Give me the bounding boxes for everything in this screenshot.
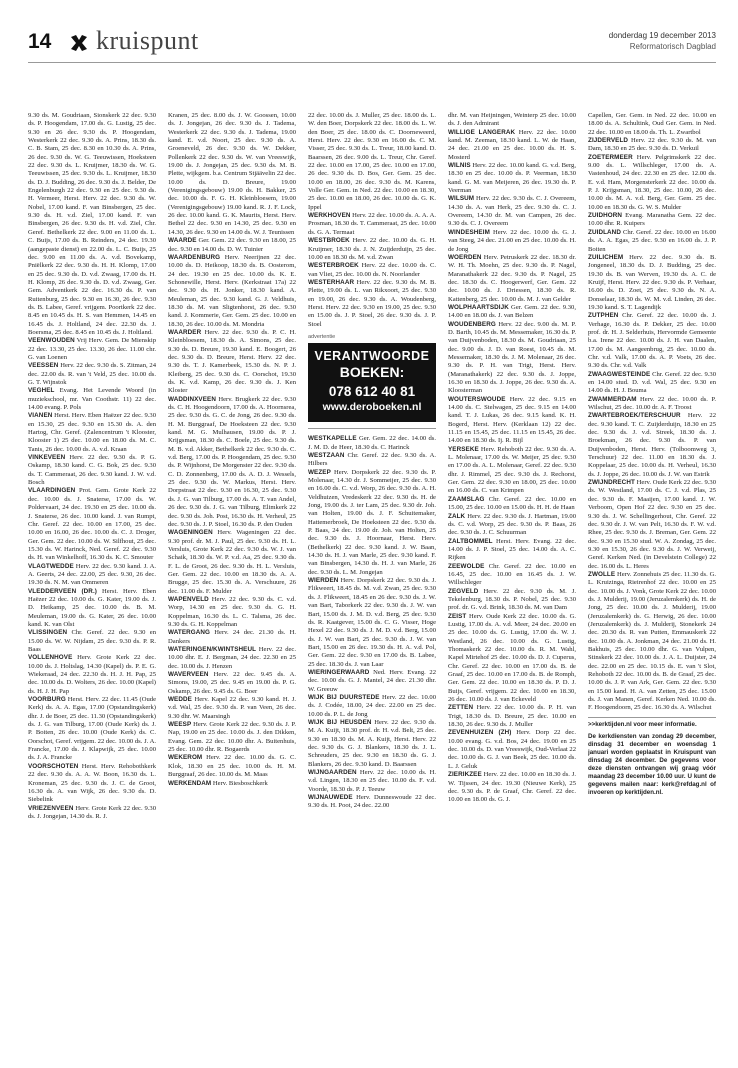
service-details: Chr. Geref. 22 dec. 10.00 en 16.00 ds. A. A. Egas, 25 dec. 9.30 en 16.00 ds. J. P. Boiten (588, 228, 716, 253)
service-entry (308, 435, 436, 452)
place-name: WERKENDAM (168, 779, 212, 787)
service-details: Herv. Brugkerk 22 dec. 9.30 ds. C. H. Hoogendoorn, 17.00 ds. A. Hoornsrea, 25 dec. 9.30 ds. G. C. de Jong, 26 dec. 9.30 ds. H. M. Burggraaf, De Hoeksteen 22 dec. 9.30 kand. M. G. Mulhausen, 19.00 ds. P. J. Krijgsman, 18.30 ds. C. Boele, 25 dec. 9.30 ds. M. B. v.d. Akker, Bethelkerk 22 dec. 9.30 ds. C. v.d. Berg, 17.00 ds. P. Hoogendam, 25 dec. 9.30 ds. P. Wijnhorst, De Morgenster 22 dec. 9.30 ds. C. D. Zonnenberg, 17.00 ds. A. D. J. Wessels, 25 dec. 9.30 ds. W. Markus, Herst. Herv. Dorpstraat 22 dec. 9.30 en 16.30, 25 dec. 9.30 ds. J. G. van Tilburg, 17.00 ds. A. T. van Andel, 26 dec. 9.30 ds. J. G. van Tilburg, Elimkerk 22 dec. 9.30 ds. Joh. Post, 16.30 ds. H. Verheul, 25 dec. 9.30 ds. J. P. Stoel, 16.30 ds. P. den Ouden (168, 395, 296, 528)
place-name: WOUTERSWOUDE (448, 395, 506, 403)
service-entry (588, 479, 716, 571)
service-entry (448, 195, 576, 228)
service-details: Herst. Herv. Rehobothkerk 22 dec. 9.30 ds. A. A. W. Boon, 16.30 ds. L. Kroneman, 25 dec. 9.30 ds. J. C. de Groot, 16.30 ds. A. van Wijk, 26 dec. 9.30 ds. D. Siebelink (28, 762, 156, 804)
service-details: Herst. Herv. 22 dec. 11.45 (Oude Kerk) ds. A. A. Egas, 17.00 (Opstandingskerk) dhr. J. de Boer, 25 dec. 11.30 (Opstandingskerk) ds. J. G. van Tilburg, 17.00 (Oude Kerk) ds. J. P. Boiten, 26 dec. 10.00 (Oude Kerk) ds. C. Oorschot, Geref. vrijgem. 22 dec. 10.00 ds. J. A. Francke, 17.00 ds. J. Klapwijk, 25 dec. 10.00 ds. J. A. Francke (28, 696, 156, 762)
service-entry (588, 312, 716, 370)
place-name: ZWAMMERDAM (588, 395, 637, 403)
service-details: Herv. 22 dec. 9.30 ds. P. C. H. Kleinbloesem, 18.30 ds. A. Simons, 25 dec. 9.30 ds. D. Breure, 19.30 kand. E. Boogert, 26 dec. 9.30 ds. D. Breure, Herst. Herv. 22 dec. 9.30 ds. T. J. Kamerbeek, 15.30 ds. N. P. J. Kleiberg, 25 dec. 9.30 ds. C. Oorschot, 19.30 ds. K. v.d. Kamp, 26 dec. 9.30 ds. J. Ken Kloster (168, 328, 296, 395)
service-entry (588, 137, 716, 154)
service-details: Herv. Dorpskerk 22 dec. 9.30 ds. J. Flikweert, 18.45 ds. M. v.d. Zwan, 25 dec. 9.30 ds. J. Flikweert, 18.45 en 26 dec. 9.30 ds. J. W. van Bart, Taborkerk 22 dec. 9.30 ds. J. W. van Bart, 15.00 ds. J. M. D. v.d. Berg, 25 dec. 9.30 ds. R. Kaatgever, 15.00 ds. C. G. Visser, Hoge Hexel 22 dec. 9.30 ds. J. M. D. v.d. Berg, 15.00 ds. J. W. van Bart, 25 dec. 9.30 ds. J. W. van Bart, 15.00 en 26 dec. 19.30 ds. H. A. v.d. Pol, Ger. Gem. 22 dec. 9.30 en 17.00 ds. B. Labee, 25 dec. 18.30 ds. J. van Laar (308, 577, 436, 668)
service-details: Herv. Grote Kerk 22 dec. 10.00 ds. J. Holtslag, 14.30 (Kapel) ds. P. E. G. Wiekeraad, 24 dec. 22.30 ds. H. J. H. Pap, 25 dec. 10.00 ds. D. Wolters, 26 dec. 10.00 (Kapel) ds. H. J. H. Pap (28, 654, 156, 695)
place-name: ZUIDLAND (588, 228, 621, 236)
service-entry (448, 588, 576, 613)
service-details: Herv. 22 dec. 9.00 ds. M. P. D. Barth, 10.45 ds. M. Messemaker, 16.30 ds. P. van Duijvenboden, 18.30 ds. M. Goudriaan, 25 dec. 9.00 ds. J. D. van Roest, 10.45 ds. M. Messemaker, 18.30 ds. J. M. Molenaar, 26 dec. 9.30 ds. P. H. van Trigt, Herst. Herv. (Maranathakerk) 22 dec. 9.30 ds. J. Joppe, 16.30 en 18.30 ds. J. Joppe, 26 dec. 9.30 ds. A. Kloosterman (448, 320, 576, 395)
service-entry (168, 721, 296, 754)
service-details: Herv. 22 dec. 10.00 ds. G. H. Kruijmer, 18.30 ds. J. N. Zuijderduijn, 25 dec. 10.00 en 18.30 ds. M. v.d. Zwan (308, 237, 436, 261)
service-entry (168, 396, 296, 530)
place-name: WINDESHEIM (448, 228, 490, 236)
ad-divider (308, 428, 436, 429)
place-name: WOERDEN (448, 253, 482, 261)
place-name: ZEGVELD (448, 587, 479, 595)
service-entry (168, 254, 296, 329)
service-details: Chr. Geref. 22 dec. 10.00 en 16.45, 25 dec. 10.00 en 16.45 ds. J. W. Willschleger (448, 562, 576, 587)
listing-column-3 (308, 112, 436, 1056)
issue-date: donderdag 19 december 2013 (608, 31, 716, 40)
service-details: Chr. Geref. 22 dec. 9.30 en 15.00 ds. W. W. Nijdam, 25 dec. 9.30 ds. P. R. Baas (28, 629, 156, 653)
place-name: WESTKAPELLE (308, 435, 357, 443)
place-name: WAARDENBURG (168, 253, 221, 261)
place-name: WOLPHAARTSDIJK (448, 303, 509, 311)
service-entry (448, 563, 576, 588)
service-details: Herst. Herv. Evang. 22 dec. 14.00 ds. J. P. Stoel, 25 dec. 14.00 ds. A. C. Rijken (448, 537, 576, 562)
service-entry (168, 529, 296, 596)
service-entry (28, 454, 156, 487)
ad-phone: 078 612 40 81 (328, 384, 416, 400)
service-details: Herv. 22 dec. 10.00 ds. H. v.d. Lingen, 18.30 en 25 dec. 10.00 ds. F. v.d. Voorde, 18.30 ds. P. J. Teeuw (308, 769, 436, 793)
place-name: WAPENVELD (168, 595, 209, 603)
service-details: Capellen, Ger. Gem. in Ned. 22 dec. 10.00 en 18.00 ds. A. Schultink, Oud Ger. Gem. in Ned. 22 dec. 10.00 en 18.00 ds. Th. L. Zwartbol (588, 112, 716, 136)
place-name: WILSUM (448, 195, 475, 203)
service-entry (588, 112, 716, 137)
service-details: Herv. Grote Kerk 22 dec. 9.30 ds. J. P. Nap, 19.00 en 25 dec. 10.00 ds. J. den Dikken, Evang. Gem. 22 dec. 10.00 dhr. A. Buitenhuis, 25 dec. 10.00 dhr. R. Bogaerds (168, 721, 296, 754)
service-entry (588, 571, 716, 713)
service-details: Herv. 22 dec. 9.30 ds. S. Zitman, 24 dec. 22.00 ds. R. van 't Veld, 25 dec. 10.00 ds. G. T. Wijnstok (28, 362, 156, 386)
service-details: Herv. Biesboschkerk (211, 779, 268, 787)
service-details: Herv. 22 dec. 10.00 dhr. E. J. Bergman, 24 dec. 22.30 en 25 dec. 10.00 ds. J. Henzen (168, 646, 296, 670)
place-name: VEENWOUDEN (28, 337, 75, 345)
service-details: Kranen, 25 dec. 8.00 ds. J. W. Goossen, 10.00 ds. J. Jongejan, 26 dec. 9.30 ds. J. Tadema, Westerkerk 22 dec. 9.30 ds. J. Tadema, 19.00 kand. E. v.d. Noort, 25 dec. 9.30 ds. A. Groeneveld, 26 dec. 9.30 ds. W. Dekker, Pollenkerk 22 dec. 9.30 ds. W. van Vreeswijk, 19.00 ds. J. Jongejan, 25 dec. 9.30 ds. M. B. Plette, wijkgem. b.a. Centrum Stjäävelin 22 dec. 10.00 ds. D. Breure, 19.00 (Verenigingsgebouw) 19.00 ds. H. Bakker, 25 dec. 10.00 ds. F. G. H. Kleinbloesem, 19.00 (Verenigingsgebouw) 19.00 kand. R. J. F. Lock, 26 dec. 10.00 kand. G. K. Maurits, Herst. Herv. Bethel 22 dec. 9.30 en 14.30, 25 dec. 9.30 en 14.30, 26 dec. 9.30 en 14.00 ds. W. J. Teunissen (168, 112, 296, 236)
service-entry (28, 337, 156, 362)
service-entry (28, 763, 156, 805)
service-entry (448, 771, 576, 804)
advertisement-label: advertentie (308, 333, 336, 340)
service-details: Chr. Geref. 22 dec. 9.30 ds. A. Hilbers (308, 451, 436, 468)
service-entry (28, 412, 156, 454)
service-details: Herst. Herv. Eben Haëzer 22 dec. 9.30 en 15.30, 25 dec. 9.30 en 15.30 ds. A. den Hartog, Chr. Geref. (Zalencentrum 't Klooster, Klooster 1) 25 dec. 10.00 en 18.00 ds. M. C. Tanis, 26 dec. 10.00 ds. A. v.d. Kraan (28, 412, 156, 453)
kerktijden-link[interactable]: >>kerktijden.nl voor meer informatie. (588, 717, 716, 729)
place-name: VOORBURG (28, 696, 66, 704)
service-details: 22 dec. 10.00 ds. J. Muller, 25 dec. 18.00 ds. L. W. den Boer, Dorpskerk 22 dec. 18.00 ds. L. W. den Boer, 25 dec. 18.00 ds. C. Doorneweerd, Herst. Herv. 22 dec. 9.30 en 16.00 ds. C. M. Visser, 25 dec. 9.30 ds. L. Treur, 18.00 kand. D. Baarssen, 26 dec. 9.00 ds. L. Treur, Chr. Geref. 22 dec. 10.00 en 17.00, 25 dec. 10.00 en 17.00, 26 dec. 9.30 ds. D. Bos, Ger. Gem. 25 dec. 10.00 en 18.00, 26 dec. 9.30 ds. M. Karens, Volle Ger. Gem. in Ned. 22 dec. 10.00 en 18.30, 25 dec. 10.00 en 18.00, 26 dec. 10.00 ds. G. K. Ippel (308, 112, 436, 211)
service-details: Herv. 22 dec. 9.30 ds. P. G. Oskamp, 18.30 kand. C. G. Bok, 25 dec. 9.30 ds. T. Cammeraat, 26 dec. 9.30 kand. J. W. v.d. Bosch (28, 454, 156, 487)
service-entry (28, 588, 156, 630)
service-details: Herv. 22 dec. 10.00 ds. J. Codée, 18.00, 24 dec. 22.00 en 25 dec. 10.00 ds. P. L. de Jong (308, 693, 436, 718)
service-entry (308, 577, 436, 669)
place-name: WAARDE (168, 237, 197, 245)
place-name: WOUDENBERG (448, 320, 496, 328)
place-name: WILLIGE LANGERAK (448, 128, 516, 136)
service-entry (308, 794, 436, 811)
place-name: ZALTBOMMEL (448, 537, 493, 545)
service-entry (28, 629, 156, 654)
service-details: Herv. 22 dec. 9.30 ds. J. Hartman, 19.00 ds. C. v.d. Worp, 25 dec. 9.30 ds. P. Baas, 26 dec. 9.30 ds. J. C. Schuurman (448, 512, 576, 537)
place-name: WATERINGEN/KWINTSHEUL (168, 646, 257, 653)
place-name: VIANEN (28, 412, 53, 420)
service-details: Chr. Geref. 22 dec. 10.00 ds. J. Verhage, 16.30 ds. P. Dekker, 25 dec. 10.00 prof. dr. H. J. Selderhuis, Hervormde Gemeente b.a. Irene 22 dec. 10.00 ds. J. H. van Daalen, 17.00 ds. M. Aangeenbrug, 25 dec. 10.00 ds. Chr. v.d. Valk, 17.00 ds. A. P. Voets, 26 dec. 9.30 ds. Chr. v.d. Valk (588, 312, 716, 370)
service-details: Herv. Pelgrimskerk 22 dec. 9.00 ds. L. Willschleger, 17.00 ds. A. Vastenhoud, 24 dec. 22.30 en 25 dec. 12.00 ds. E. v.d. Ham, Morgensterkerk 22 dec. 10.00 ds. P. J. Krijgsman, 18.30, 25 dec. 10.00, 26 dec. 10.00 ds. M. A. v.d. Berg, Ger. Gem. 25 dec. 10.00 en 18.30 ds. G. W. S. Mulder (588, 153, 716, 211)
service-entry (448, 396, 576, 446)
place-name: WEESP (168, 721, 192, 729)
service-entry (448, 304, 576, 321)
service-details: Ger. Gem. 22 dec. 9.30, 14.00 en 18.00 ds. J. van Belzen (448, 303, 576, 320)
service-details: Prot. Gem. Grote Kerk 22 dec. 10.00 ds. J. Snaterse, 17.00 ds. W. Poldervaart, 24 dec. 19.30 en 25 dec. 10.00 ds. J. Snaterse, 26 dec. 10.00 kand. J. van Rumpt, Chr. Geref. 22 dec. 10.00 en 17.00, 25 dec. 10.00 en 16.00, 26 dec. 10.00 ds. C. J. Droger, Ger. Gem. 22 dec. 10.00 ds. W. Silfhout, 25 dec. 15.30 ds. W. Harinck, Ned. Geref. 22 dec. 9.30 ds. H. van Winkelhoff, 16.30 ds. K. C. Smouter (28, 487, 156, 562)
service-details: Herv. 22 dec. 10.00 ds. G. C. Klok, 18.30 en 25 dec. 10.00 ds. H. M. Burggraaf, 26 dec. 10.00 ds. M. Maas (168, 754, 296, 779)
place-name: VLISSINGEN (28, 629, 68, 637)
service-entry (168, 696, 296, 721)
service-entry (168, 646, 296, 671)
place-name: WADDINXVEEN (168, 395, 216, 403)
service-details: Evang. Maranatha Gem. 22 dec. 10.00 dhr. R. Kuipers (588, 212, 716, 228)
place-name: VLAGTWEDDE (28, 562, 74, 570)
place-name: ZEEWOLDE (448, 562, 485, 570)
service-details: Evang. Het Levende Woord (in muziekschool, mr. Van Coothstr. 11) 22 dec. 14.00 evang. P. Pols (28, 387, 156, 412)
service-entry (588, 212, 716, 229)
listing-column-2 (168, 112, 296, 1056)
service-entry (448, 729, 576, 771)
service-details: Herv. 22 dec. 9.30 ds. C. J. Overeem, 14.30 ds. A. van Herk, 25 dec. 9.30 ds. C. J. Overeem, 14.30 dr. M. van Campen, 26 dec. 9.30 ds. C. J. Overeem (448, 195, 576, 228)
service-details: Herv. 22 dec. 10.00 ds. P. Wilschut, 25 dec. 10.00 dr. A. F. Troost (588, 395, 716, 412)
place-name: WIJNAUWEDE (308, 794, 353, 802)
service-entry (168, 671, 296, 696)
service-entry (308, 769, 436, 794)
service-details: Herv. Oude Kerk 22 dec. 9.30 ds. W. Westland, 17.00 ds. C. J. v.d. Plas, 25 dec. 9.30 ds. F. Maaijen, 17.00 kand. J. W. Verboom, Open Hof 22 dec. 9.30 en 25 dec. 9.30 ds. J. W. Schellingerhout, Chr. Geref. 22 dec. 9.30 dr. J. W. van Pelt, 16.30 ds. F. W. v.d. Rhee, 25 dec. 9.30 ds. J. Breman, Ger. Gem. 22 dec. 9.30 en 15.30 stud. W. A. Zondag, 25 dec. 9.30 en 15.30, 26 dec. 9.30 ds. J. W. Verweij, Geref. Kerken Ned. (in Develstein College) 22 dec. 16.00 ds. L. Heres (588, 479, 716, 570)
newspaper-name: Reformatorisch Dagblad (629, 42, 716, 51)
service-details: Ger. Gem. 22 dec. 9.30 en 18.00, 25 dec. 9.30 en 14.00 ds. D. W. Tuinier (168, 237, 296, 253)
column-3-entries-top (308, 112, 436, 329)
service-details: Herv. 22 dec. 9.30 ds. C. v.d. Worp, 14.30 en 25 dec. 9.30 ds. G. H. Koppelman, 16.30 ds. L. C. Talsma, 26 dec. 9.30 ds. G. H. Koppelman (168, 595, 296, 628)
place-name: WEDDE (168, 696, 192, 704)
service-details: Herv. Oude Kerk 22 dec. 10.00 ds. G. Lustig, 17.00 ds. A. v.d. Meer, 24 dec. 20.00 en 25 dec. 10.00 ds. G. Lustig, 17.00 ds. W. J. Westland, 26 dec. 10.00 ds. G. Lustig, Thomaskerk 22 dec. 10.00 ds. R. M. Wahl, Kapel Mirtehof 25 dec. 10.00 ds. D. J. Cuperus, Chr. Geref. 22 dec. 10.00 en 17.00 ds. B. de Graaf, 25 dec. 10.00 en 17.00 ds. B. de Romph, Ger. Gem. 22 dec. 10.00 en 18.30 ds. P. D. J. Buijs, Geref. vrijgem. 22 dec. 10.00 en 18.30, 26 dec. 10.00 ds. J. van Eckeveld (448, 612, 576, 704)
service-details: Herv. 22 dec. 10.00 kand. G. v.d. Berg, 18.30 en 25 dec. 10.00 ds. P. Veerman, 18.30 kand. G. M. van Meijeren, 26 dec. 19.30 ds. P. Veerman (448, 162, 576, 195)
place-name: WIERDEN (308, 577, 339, 585)
service-entry (448, 446, 576, 496)
section-title: kruispunt (96, 26, 199, 55)
place-name: WIJNGAARDEN (308, 769, 357, 777)
service-details: Herv. 22 dec. 9.30 ds. M. A. Kuijt, 18.30 prof. dr. H. v.d. Belt, 25 dec. 9.30 en 18.30 ds. M. A. Kuijt, Herst. Herv. 22 dec. 9.30 ds. G. J. Blankers, 18.30 ds. J. L. Schreuders, 25 dec. 9.30 en 18.30 ds. G. J. Blankers, 26 dec. 9.30 kand. D. Baarssen (308, 718, 436, 768)
header-divider (28, 62, 716, 63)
service-entry (308, 112, 436, 212)
place-name: WAGENINGEN (168, 529, 213, 537)
place-name: ZIERIKZEE (448, 771, 482, 779)
listing-column-1 (28, 112, 156, 1056)
place-name: ZWOLLE (588, 570, 616, 578)
service-entry (308, 694, 436, 719)
service-entry (308, 279, 436, 329)
place-name: VRIEZENVEEN (28, 804, 74, 812)
service-details: Herv. Wageningen 22 dec. 9.30 prof. dr. M. J. Paul, 25 dec. 9.30 ds. H. L. Versluis, Grote Kerk 22 dec. 9.30 ds. W. J. van Schaik, 18.30 ds. W. P. v.d. Aa, 25 dec. 9.30 ds. F. L. de Groot, 26 dec. 9.30 ds. H. L. Versluis, Ger. Gem. 22 dec. 10.00 en 18.30 ds. A. A. Brugge, 25 dec. 15.30 ds. A. Verschuure, 26 dec. 11.00 ds. F. Mulder (168, 529, 296, 595)
service-entry (308, 212, 436, 237)
listing-column-5 (588, 112, 716, 1056)
place-name: ZUTPHEN (588, 312, 619, 320)
service-entry (28, 805, 156, 822)
place-name: ZOETERMEER (588, 153, 633, 161)
place-name: WESTBROEK (308, 237, 350, 245)
ad-headline-2: BOEKEN: (339, 364, 405, 381)
place-name: WAARDER (168, 328, 202, 336)
service-entry (588, 254, 716, 312)
service-details: Herv. 24 dec. 21.30 ds. H. Dankers (168, 629, 296, 645)
place-name: ZWARTEBROEK/TERSCHUUR (588, 412, 681, 420)
kruispunt-cross-icon (68, 32, 90, 54)
service-details: Herv. Petruskerk 22 dec. 18.30 dr. W. H. Th. Moehn, 25 dec. 9.30 ds. P. Nagel, Maranathakerk 22 dec. 9.30 ds. P. Nagel, 25 dec. 18.30 ds. C. Hoogerwerf, Ger. Gem. 22 dec. 10.00 ds. J. Driessen, 18.30 ds. R. Kattenberg, 25 dec. 10.00 ds. M. J. van Gelder (448, 253, 576, 303)
service-entry (168, 112, 296, 237)
service-details: Herv. 22 dec. 10.00 en 18.30 ds. J. W. Tijssen, 24 dec. 19.30 (Nieuwe Kerk), 25 dec. 9.30 ds. P. de Graaf, Chr. Geref. 22 dec. 10.00 en 18.00 ds. G. J. (448, 771, 576, 804)
service-entry (448, 254, 576, 304)
place-name: WIJK BIJ DUURSTEDE (308, 693, 380, 701)
place-name: VOLLENHOVE (28, 654, 73, 662)
service-entry (28, 487, 156, 562)
service-details: Herv. Rehoboth 22 dec. 9.30 ds. A. L. Molenaar, 17.00 ds. W. Meijer, 25 dec. 9.30 en 17.00 ds. A. L. Molenaar, Geref. 22 dec. 9.30 dhr. J. Rimmel, 25 dec. 9.30 ds. J. Rechorst, Ger. Gem. 22 dec. 9.30 en 18.00, 25 dec. 10.00 en 16.00 ds. C. van Krimpen (448, 445, 576, 495)
place-name: VINKEVEEN (28, 454, 66, 462)
page-number: 14 (28, 30, 52, 53)
service-details: Herv. Dorp 22 dec. 10.00 evang. G. v.d. Bos, 24 dec. 19.00 en 25 dec. 10.00 ds. D. van Vreeswijk, Oud-Verlaat 22 dec. 10.00 ds. G. J. van Beek, 25 dec. 10.00 ds. L. J. Geluk (448, 729, 576, 770)
column-3-entries-bottom (308, 435, 436, 810)
service-entry (308, 452, 436, 469)
place-name: WERKHOVEN (308, 212, 351, 220)
place-name: VLEDDERVEEN (DR.) (28, 587, 97, 595)
service-entry (448, 229, 576, 254)
service-entry (308, 469, 436, 577)
service-entry (308, 237, 436, 262)
service-details: Ger. Gem. 22 dec. 14.00 ds. J. M. D. de Heer, 18.30 ds. C. Harinck (308, 435, 436, 451)
service-details: Herv. 22 dec. 9.30 kand. J. A. A. Geerts, 24 dec. 22.00, 25 dec. 9.30, 26 dec. 19.30 ds. N. M. van Ommeren (28, 562, 156, 587)
service-entry (308, 719, 436, 769)
service-details: Herv. Dorpskerk 22 dec. 9.30 ds. P. Molenaar, 14.30 dr. J. Sommeijer, 25 dec. 9.30 en 16.00 ds. C. v.d. Worp, 26 dec. 9.30 ds. A. H. Veldhuizen, Vredeskerk 22 dec. 9.30 ds. H. de Jong, 19.00 ds. J. ter Lam, 25 dec. 9.30 dr. Joh. van Holten, 19.00 ds. J. F. Schuitemaker, Hattemerbroek, De Hoeksteen 22 dec. 9.30 ds. P. Baas, 24 dec. 19.00 dr. Joh. van Holten, 25 dec. 9.30 ds. J. Hoornaar, Herst. Herv. (Bethelkerk) 22 dec. 9.30 kand. J. W. Baan, 14.30 ds. H. J. van Marle, 25 dec. 9.30 kand. F. van Binsbergen, 14.30 ds. H. J. van Marle, 26 dec. 9.30 ds. L. M. Jongejan (308, 468, 436, 576)
place-name: WIERINGERWAARD (308, 668, 370, 676)
service-details: Herv. 22 dec. 10.00 ds. C. van Vliet, 25 dec. 10.00 ds. N. Noorlander (308, 262, 436, 278)
service-details: Herv. 22 dec. 9.30 ds. M. B. Plette, 19.00 ds. L. van Rikxoort, 25 dec. 9.30 en 19.00, 26 dec. 9.30 ds. A. Woudenberg, Herst. Herv. 22 dec. 9.30 en 19.00, 25 dec. 9.30 en 15.00 ds. J. P. Stoel, 26 dec. 9.30 ds. J. P. Stoel (308, 278, 436, 328)
service-details: Herv. Dunneswoude 22 dec. 9.30 ds. H. Poot, 24 dec. 22.00 (308, 794, 436, 810)
place-name: WAVERVEEN (168, 671, 209, 679)
service-entry (168, 780, 296, 788)
service-entry (308, 262, 436, 279)
holiday-notice: De kerkdiensten van zondag 29 december, dinsdag 31 december en woensdag 1 januari worden geplaatst in Kruispunt van dinsdag 24 december. De gegevens voor deze diensten ontvangen wij graag vóór maandag 23 december 10.00 uur. U kunt de gegevens mailen naar: kerk@refdag.nl of invoeren op kerktijden.nl. (588, 732, 716, 796)
service-entry (448, 613, 576, 705)
service-details: Herv. Kapel 22 dec. 9.30 kand. H. J. v.d. Wal, 25 dec. 9.30 ds. P. van Veen, 26 dec. 9.30 dhr. W. Maarsingh (168, 696, 296, 720)
place-name: WATERGANG (168, 629, 211, 637)
service-entry (168, 596, 296, 629)
service-entry (448, 538, 576, 563)
service-entry (168, 237, 296, 254)
service-entry (308, 669, 436, 694)
place-name: WILNIS (448, 162, 471, 170)
service-entry (28, 112, 156, 337)
place-name: VLAARDINGEN (28, 487, 76, 495)
place-name: ZALK (448, 512, 466, 520)
place-name: ZEIST (448, 612, 467, 620)
page-header (28, 26, 716, 60)
ad-url[interactable]: www.deroboeken.nl (322, 401, 422, 414)
service-details: Herv. Neerijnen 22 dec. 10.00 ds. D. Heikoop, 18.30 ds. B. Oosterom, 24 dec. 19.30 en 25 dec. 10.00 ds. K. E. Schonewille, Herst. Herv. (Kerkstraat 17a) 22 dec. 9.30 ds. H. Jonker, 18.30 kand. A. Meuleman, 25 dec. 9.30 kand. G. J. Veldhuis, 18.30 ds. M. van Sligtenhorst, 26 dec. 9.30 kand. J. Kommerie, Ger. Gem. 25 dec. 10.00 en 18.30, 26 dec. 10.00 ds. M. Mondria (168, 253, 296, 328)
service-entry (448, 321, 576, 396)
place-name: ZIJDERVELD (588, 137, 629, 145)
place-name: WEZEP (308, 468, 331, 476)
service-entry (448, 162, 576, 195)
service-details: dhr. M. van Heijningen, Weinterp 25 dec. 10.00 ds. J. den Admirant (448, 112, 576, 128)
service-details: Herv. Zonnehuis 25 dec. 11.30 ds. G. L. Kruizinga, Rieirenhof 22 dec. 10.00 en 25 dec. 10.00 ds. J. Vonk, Grote Kerk 22 dec. 10.00 ds. J. Mulderij, 19.00 (Jeruzalemkerk) ds. H. de Jong, 25 dec. 10.00 ds. J. Mulderij, 19.00 (Jeruzalemkerk) ds. G. Herwig, 26 dec. 10.00 (Jeruzalemkerk) ds. J. Mulderij, Stonekerk 24 dec. 20.30 ds. R. van Putten, Emmauskerk 22 dec. 10.00 ds. A. Jonkman, 24 dec. 21.00 ds. H. Bakhuis, 25 dec. 10.00 dhr. G. van Vulpen, Stinskerk 22 dec. 10.00 ds. J. A. L. Duijster, 24 dec. 22.00 en 25 dec. 10.15 ds. E. van 't Slot, Rehoboth 22 dec. 10.00 ds. B. de Graaf, 25 dec. 10.00 ds. J. P. van Ark, Ger. Gem. 22 dec. 9.30 en 15.00 kand. H. A. van Zetten, 25 dec. 15.00 ds. J. van Manen, Geref. Kerken Ned. 10.00 ds. F. Hoogendoorn, 25 dec. 16.30 ds. A. Wilschut (588, 570, 716, 712)
service-entry (28, 696, 156, 763)
place-name: WEKEROM (168, 754, 203, 762)
advertisement-box[interactable] (308, 343, 436, 422)
church-services-listing (28, 112, 718, 1056)
service-details: Ned. Herv. Evang. 22 dec. 10.00 ds. G. J. Mantel, 24 dec. 21.30 dhr. W. Greeuw (308, 668, 436, 693)
service-entry (448, 129, 576, 162)
place-name: ZUILICHEM (588, 253, 624, 261)
place-name: WESTERHAAR (308, 278, 355, 286)
service-entry (588, 412, 716, 479)
service-details: Herv. Grote Kerk 22 dec. 9.30 ds. J. Jongejan, 14.30 ds. R. J. (28, 804, 156, 820)
service-entry (168, 754, 296, 779)
ad-headline-1: VERANTWOORDE (314, 349, 430, 364)
place-name: ZETTEN (448, 704, 474, 712)
service-details: Herv. 22 dec. 10.00 ds. A. A. A. Prosman, 18.30 ds. T. Cammeraat, 25 dec. 10.00 ds. G. A. Termaat (308, 212, 436, 236)
service-details: Herv. 22 dec. 10.00 kand. M. Zeeman, 18.30 kand. L. W. de Haan, 24 dec. 21.00 en 25 dec. 10.00 ds. H. S. Mosterd (448, 128, 576, 161)
service-entry (28, 387, 156, 412)
place-name: ZAAMSLAG (448, 495, 485, 503)
service-details: Herv. 22 dec. 9.45 ds. A. Simons, 19.00, 25 dec. 9.45 en 19.00 ds. P. G. Oskamp, 26 dec. 9.45 ds. G. Boer (168, 671, 296, 695)
service-entry (448, 704, 576, 729)
service-entry (448, 496, 576, 513)
place-name: WESTZAAN (308, 451, 345, 459)
service-details: Vrij Herv. Gem. De Mienskip 22 dec. 13.30, 25 dec. 13.30, 26 dec. 11.00 chr. G. van Loenen (28, 337, 156, 361)
place-name: ZWAAGWESTEINDE (588, 370, 651, 378)
service-details: Chr. Geref. 22 dec. 9.30 en 14.00 stud. D. v.d. Wal, 25 dec. 9.30 en 14.00 ds. H. J. Bouma (588, 370, 716, 395)
service-entry (588, 396, 716, 413)
service-details: 9.30 ds. M. Goudriaan, Sionskerk 22 dec. 9.30 ds. P. Hoogendam, 17.00 ds. G. Lustig, 25 dec. 9.30 en 26 dec. 9.30 ds. P. Hoogendam, Westerkerk 22 dec. 9.30 ds. A. Prins, 18.30 ds. C. B. Stam, 25 dec. 8.30 en 10.30 ds. A. Prins, 26 dec. 9.30 ds. W. G. Teeuwissen, Hoeksteen 22 dec. 9.30 ds. L. Kruijmer, 18.30 ds. W. G. Teeuwissen, 25 dec. 9.30 ds. L. Kruijmer, 18.30 ds. D. J. Budding, 26 dec. 9.30 ds. J. Belder, De Engelenburgh 22 dec. 9.30 en 25 dec. 9.30 ds. H. Vermeer, Herst. Herv. 22 dec. 9.30 ds. W. Nobel, 17.00 kand. F. van Binsbergen, 25 dec. 9.30 ds. H. v.d. Ziel, 17.00 kand. F. van Binsbergen, 26 dec. 9.30 ds. H. v.d. Ziel, Chr. Geref. Bethelkerk 22 dec. 9.00 en 11.00 ds. L. C. Buijs, 17.00 ds. B. Reinders, 24 dec. 19.30 (aangepaste dienst) en 22.00 ds. L. C. Buijs, 25 dec. 9.00 en 11.00 ds. A. v.d. Bovekamp, Pniëlkerk 22 dec. 9.30 ds. H. H. Klomp, 17.00 en 25 dec. 9.30 ds. D. v.d. Zwaag, 17.00 ds. H. H. Klomp, 26 dec. 9.30 ds. D. v.d. Zwaag, Ger. Gem. Adventkerk 22 dec. 16.30 ds. P. van Ruitenburg, 25 dec. 9.30 en 16.30, 26 dec. 9.30 ds. B. Labee, Geref. vrijgem. Poortkerk 22 dec. 8.45 en 10.45 ds. H. S. van Hemmen, 14.45 en 16.45 ds. J. Holtland, 24 dec. 22.30 ds. J. Boersma, 25 dec. 8.45 en 10.45 ds. J. Holtland. (28, 112, 156, 336)
service-entry (28, 563, 156, 588)
place-name: ZUIDHORN (588, 212, 623, 220)
service-details: Herst. Herv. Eben Haëzer 22 dec. 10.00 ds. G. Kater, 19.00 ds. J. D. Heikamp, 25 dec. 10.00 ds. B. M. Meuleman, 19.00 ds. G. Kater, 26 dec. 10.00 kand. K. van Olst (28, 587, 156, 628)
listing-column-4 (448, 112, 576, 1056)
service-entry (448, 112, 576, 129)
place-name: WESTERBROEK (308, 262, 359, 270)
service-details: Herv. 22 dec. 9.30 ds. B. Jongeneel, 18.30 ds. D. J. Budding, 25 dec. 19.30 ds. B. van Werven, 19.30 ds. A. C. de Kruijf, Herst. Herv. 22 dec. 9.30 ds. P. Verhaar, 16.00 ds. D. Zoet, 25 dec. 9.30 ds. N. A. Donselaar, 18.30 ds. W. M. v.d. Linden, 26 dec. 19.30 kand. S. T. Lagendijk (588, 253, 716, 311)
service-entry (28, 654, 156, 696)
column-5-entries (588, 112, 716, 713)
place-name: YERSEKE (448, 445, 479, 453)
service-entry (588, 229, 716, 254)
place-name: ZWIJNDRECHT (588, 479, 635, 487)
place-name: WIJK BIJ HEUSDEN (308, 718, 372, 726)
place-name: VEESSEN (28, 362, 59, 370)
service-details: Herv. 22 dec. 9.15 en 14.00 ds. C. Stelwagen, 25 dec. 9.15 en 14.00 kand. T. J. Lukas, 26 dec. 9.15 kand. K. H. Bogerd, Herst. Herv. (Kerklaan 12) 22 dec. 11.15 en 15.45, 25 dec. 11.15 en 15.45, 26 dec. 14.00 en 18.30 ds. Ij. R. Bijl (448, 395, 576, 445)
service-details: Herv. 22 dec. 9.30 ds. M. van Dam, 18.30 en 25 dec. 9.30 ds. D. Verkuil (588, 137, 716, 153)
service-details: Herv. 22 dec. 10.00 ds. G. J. van Steeg, 24 dec. 21.00 en 25 dec. 10.00 ds. H. de Jong (448, 228, 576, 253)
service-entry (168, 329, 296, 396)
service-details: Herv. 22 dec. 9.30 kand. T. C. Zuijderduijn, 18.30 en 25 dec. 9.30 ds. J. v.d. Streek, 18.30 ds. J. Broekman, 26 dec. 9.30 ds. P. van Duijvenboden, Herst. Herv. (Tolboomweg 3, Terschuur) 22 dec. 11.00 en 18.30 ds. J. Koppelaar, 25 dec. 10.00 ds. H. Verheul, 16.30 ds. J. Joppe, 26 dec. 10.00 ds. J. W. van Estrik (588, 412, 716, 478)
service-details: Chr. Geref. 22 dec. 10.00 en 15.00, 25 dec. 10.00 en 15.00 ds. H. H. de Haan (448, 495, 576, 512)
service-entry (588, 371, 716, 396)
place-name: VOORSCHOTEN (28, 762, 79, 770)
service-entry (28, 362, 156, 387)
service-entry (448, 513, 576, 538)
service-details: Herv. 22 dec. 9.30 ds. M. J. Tekelenburg, 18.30 ds. P. Nobel, 25 dec. 9.30 prof. dr. G. v.d. Brink, 18.30 ds. M. van Dam (448, 587, 576, 612)
service-entry (588, 154, 716, 212)
service-entry (168, 629, 296, 646)
place-name: VEGHEL (28, 387, 55, 395)
service-details: Herv. 22 dec. 10.00 ds. P. H. van Trigt, 18.30 ds. D. Breure, 25 dec. 10.00 en 18.30, 26 dec. 9.30 ds. J. Muller (448, 704, 576, 729)
place-name: ZEVENHUIZEN (ZH) (448, 729, 512, 737)
